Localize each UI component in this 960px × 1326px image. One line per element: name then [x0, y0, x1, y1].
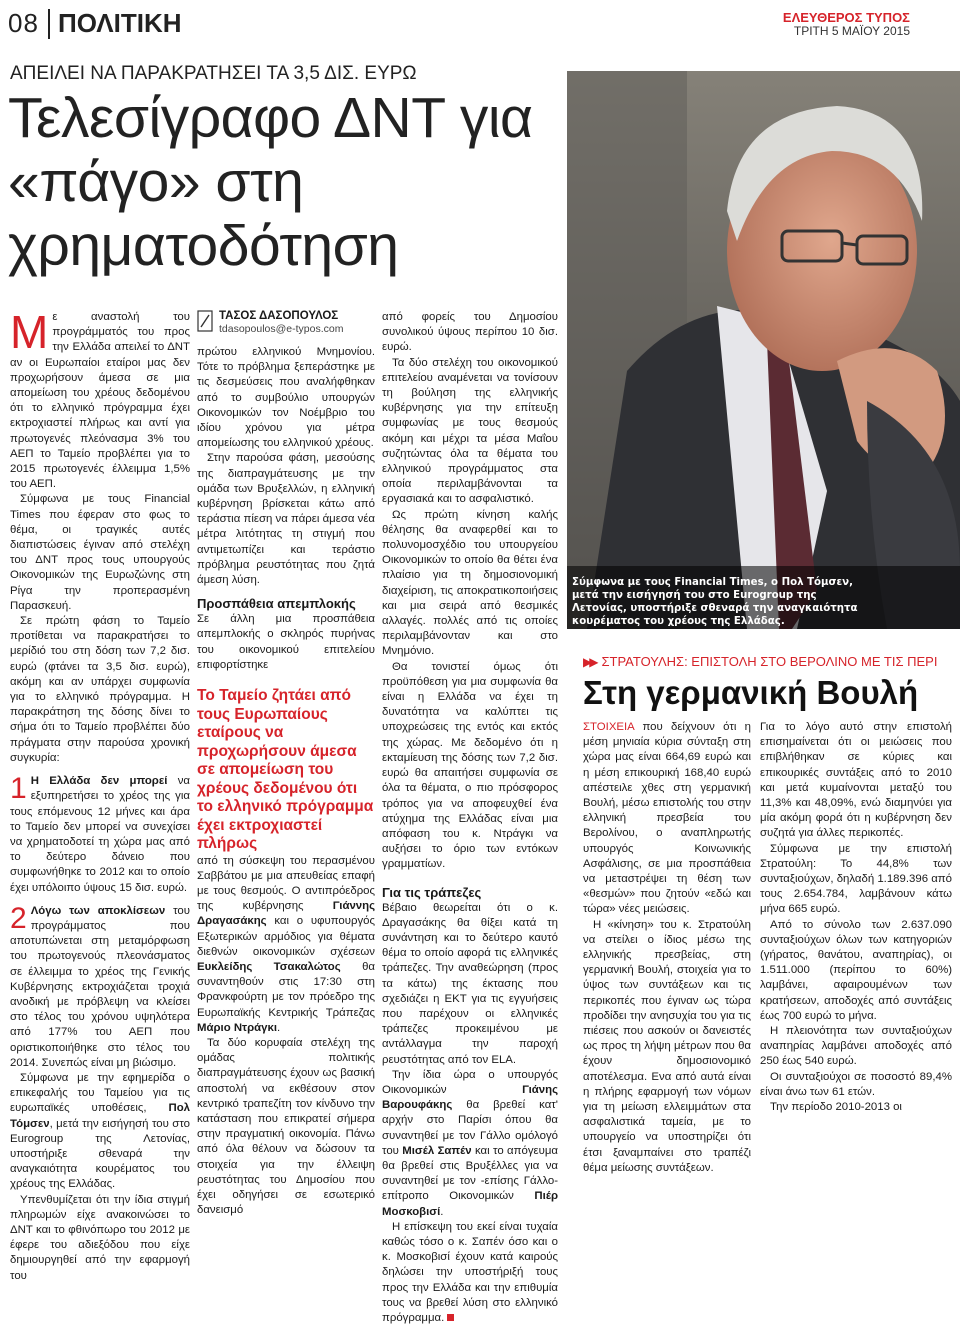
paragraph: πρώτου ελληνικού Μνημονίου. Τότε το πρόβλημα ξεπεράστηκε με τις δεσμεύσεις που αναλήφθηκαν από το συμβούλιο υπουργών Οικονομικών τον Νοέμβριο του ιδίου χρόνου για μέτρα απομείωσης του ελληνικού χρέους. — [197, 346, 375, 450]
issue-date: ΤΡΙΤΗ 5 ΜΑΪΟΥ 2015 — [793, 24, 910, 38]
article-column-3 — [382, 310, 558, 1326]
lead-paragraph: Με αναστολή του προγράμματός του προς την Ελλάδα απειλεί το ΔΝΤ αν οι Ευρωπαίοι εταίροι μας δεν προχωρήσουν άμεσα σε μια απομείωση του χρέους δεδομένου ότι το ελληνικό πρόγραμμα έχει εκτροχιαστεί πλήρως και αντί για πρωτογενές πλεόνασμα 3% του ΑΕΠ το Ταμείο προβλέπει για το 2015 πρωτογενές έλλειμμα 1,5% του ΑΕΠ. — [10, 306, 190, 491]
paragraph: από φορείς του Δημοσίου συνολικού ύψους περίπου 10 δισ. ευρώ. — [382, 311, 558, 354]
author-email[interactable]: tdasopoulos@e-typos.com — [219, 323, 344, 335]
section-name: ΠΟΛΙΤΙΚΗ — [58, 8, 182, 38]
paragraph: Υπενθυμίζεται ότι την ίδια στιγμή πληρωμών είχε ανακοινώσει το ΔΝΤ και το φθινόπωρο του 2012 με έφερε του αδιεξόδου που είχε δημιουργηθεί από την εφαρμογή του — [10, 1193, 190, 1282]
sidebar-kicker: ▶▶ ΣΤΡΑΤΟΥΛΗΣ: ΕΠΙΣΤΟΛΗ ΣΤΟ ΒΕΡΟΛΙΝΟ ΜΕ ΤΙΣ ΠΕΡΙ — [583, 654, 938, 669]
paragraph: Σε πρώτη φάση το Ταμείο προτίθεται να παρακρατήσει το μερίδιό του στη δόση των 7,2 δισ. ευρώ (φτάνει τα 3,5 δισ. ευρώ), ακόμη και αν υπάρχει συμφωνία για το ελληνικό πρόγραμμα. Η παρακράτηση της δόσης δίνει το σήμα ότι το Ταμείο προβλέπει δύο πράγματα στην παρούσα χρονική συγκυρία: — [10, 615, 190, 764]
paragraph: Θα τονιστεί όμως ότι προϋπόθεση για μια συμφωνία θα είναι η Ελλάδα να έχει τη δυνατότητα να καλύπτει τις υποχρεώσεις της εντός και εκτός της χώρας. Με δεδομένο ότι η εκταμίευση της δόσης των 7,2 δισ. ευρώ θα απαιτήσει συμφωνία σε όλα τα θέματα, ο πιο πρόσφορος τρόπος για να αποφευχθεί ένα ατύχημα της Ελλάδας είναι μια απόφαση του κ. Ντράγκι να αυξήσει το όριο των εντόκων γραμματίων. — [382, 660, 558, 871]
author-name: ΤΑΣΟΣ ΔΑΣΟΠΟΥΛΟΣ — [219, 310, 339, 322]
pen-icon — [197, 310, 213, 332]
newspaper-brand: ΕΛΕΥΘΕΡΟΣ ΤΥΠΟΣ — [782, 10, 910, 25]
paragraph: Για το λόγο αυτό στην επιστολή επισημαίνεται ότι οι μειώσεις που επιβλήθηκαν σε κύριες και επικουρικές συντάξεις από το 2010 και μετά κυμαίνονται μεταξύ του 11,3% και 48,09%, ενώ διαμηνύει για μία ακόμη φορά ότι η κυβέρνηση δεν συζητά για άλλες περικοπές. — [760, 721, 952, 840]
paragraph: Σύμφωνα με την εφημερίδα ο επικεφαλής του Ταμείου για τις ευρωπαϊκές υποθέσεις, Πολ Τόμσεν, μετά την εισήγησή του στο Eurogroup της Λετονίας, υποστήριξε σθεναρά την αναγκαιότητα κουρέματος του χρέους της Ελλάδας. — [10, 1071, 190, 1191]
subheading: Προσπάθεια απεμπλοκής — [197, 596, 356, 612]
paragraph: Η πλειονότητα των συνταξιούχων αναπηρίας λαμβάνει αποδοχές από 250 έως 540 ευρώ. — [760, 1025, 952, 1068]
paragraph: Σύμφωνα με τους Financial Times που έφεραν στο φως το θέμα, οι τραγικές αυτές διαπιστώσεις έγιναν από στελέχη του ΔΝΤ προς τους υπουργούς Οικονομικών της Ευρωζώνης στη Ρίγα την προπερασμένη Παρασκευή. — [10, 493, 190, 612]
paragraph: Σε άλλη μια προσπάθεια απεμπλοκής ο σκληρός πυρήνας του οικονομικού επιτελείου επιφορτίστηκε — [197, 613, 375, 671]
paragraph: Βέβαιο θεωρείται ότι ο κ. Δραγασάκης θα θίξει κατά τη συνάντηση και το δεύτερο καυτό θέμα το οποίο αφορά τις ελληνικές τράπεζες. Την αναθεώρηση (προς τα κάτω) της έκτασης που σχεδιάζει η ΕΚΤ για τις εγγυήσεις που παρέχουν οι ελληνικές τράπεζες προκειμένου με αντάλλαγμα την παροχή ρευστότητας από τον ELA. — [382, 901, 558, 1066]
paragraph: Από το σύνολο των 2.637.090 συνταξιούχων όλων των κατηγοριών (γήρατος, θανάτου, αναπηρίας), οι 1.511.000 (περίπου το 60%) λαμβάνει, αφαιρουμένων των κρατήσεων, αποδοχές από συντάξεις έως 700 ευρώ το μήνα. — [760, 918, 952, 1022]
paragraph: ΣΤΟΙΧΕΙΑ που δείχνουν ότι η μέση μηνιαία κύρια σύνταξη στη χώρα μας είναι 664,69 ευρώ και η μέση επικουρική 168,40 ευρώ απέστειλε χθες στη γερμανική Βουλή, μέσω επιστολής του στην ελληνική πρεσβεία του Βερολίνου, ο αναπληρωτής υπουργός Κοινωνικής Ασφάλισης, σε μια προσπάθεια να μεταστρέψει τη θέση των «θεσμών» που ζητούν «εδώ και τώρα» νέες μειώσεις. — [583, 721, 751, 916]
photo-caption: Σύμφωνα με τους Financial Times, ο Πολ Τόμσεν, μετά την εισήγησή του στο Eurogroup της Λετονίας, υποστήριξε σθεναρά την αναγκαιότητα κουρέματος του χρέους της Ελλάδας. — [572, 577, 858, 627]
paragraph: Τα δύο στελέχη του οικονομικού επιτελείου αναμένεται να τονίσουν τη βούληση της ελληνικής κυβέρνησης για την επίτευξη συμφωνίας με τους θεσμούς ακόμη και μέχρι τα μέσα Μαΐου συζητώντας όλα τα θέματα του ελληνικού προγράμματος στα οποία περιλαμβάνονται τα εργασιακά και το ασφαλιστικό. — [382, 356, 558, 506]
double-arrow-icon: ▶▶ — [583, 654, 596, 669]
drop-cap: Μ — [10, 306, 49, 358]
paragraph: Η επίσκεψη του εκεί είναι τυχαία καθώς τόσο ο κ. Σαπέν όσο και ο κ. Μοσκοβισί έχουν κατά καιρούς δηλώσει την υποστήριξή τους προς την Ελλάδα και την επιθυμία τους να βρεθεί λύση στο ελληνικό πρόγραμμα. — [382, 1220, 558, 1324]
article-headline: Τελεσίγραφο ΔΝΤ για «πάγο» στη χρηματοδότηση — [8, 86, 533, 278]
numbered-point-2: 2 Λόγω των αποκλίσεων του προγράμματος που αποτυπώνεται στη μεταμόρφωση του πρωτογενούς πλεονάσματος σε έλλειμμα το χρέος της Γενικής Κυβέρνησης εκτροχιάζεται τροχιά ανοδική με πρόβλεψη να κλείσει στο τέλος του χρόνου υψηλότερα από 177% του ΑΕΠ που οριστικοποιήθηκε στο τέλος του 2014. Συνεπώς είναι μη βιώσιμο. — [10, 901, 190, 1069]
numbered-point-1: 1 Η Ελλάδα δεν μπορεί να εξυπηρετήσει το χρέος της για τους επόμενους 12 μήνες και άρα το Ταμείο δεν μπορεί να συνεχίσει να χρηματοδοτεί τη χώρα μας από το δεύτερο δάνειο που συμφωνήθηκε το 2012 και το οποίο έχει υπόλοιπο ύψους 15 δισ. ευρώ. — [10, 772, 190, 894]
paragraph: Ως πρώτη κίνηση καλής θέλησης θα αναφερθεί και το πολυνομοσχέδιο του υπουργείου Οικονομικών το οποίο θα θέτει ένα πλαίσιο για τη δημοσιονομική διαχείριση, τις αποκρατικοποιήσεις και μια σειρά από θεσμικές αλλαγές. πολλές από τις οποίες περιλαμβάνονταν και στο Μνημόνιο. — [382, 508, 558, 658]
end-mark-icon — [447, 1314, 454, 1321]
paragraph: από τη σύσκεψη του περασμένου Σαββάτου με μια απευθείας επαφή με τους θεσμούς. Ο αντιπρόεδρος της κυβέρνησης Γιάννης Δραγασάκης και ο υφυπουργός Εξωτερικών αρμόδιος για θέματα διεθνών οικονομικών σχέσεων Ευκλείδης Τσακαλώτος θα συναντηθούν στις 17:30 στη Φρανκφούρτη με τον πρόεδρο της Ευρωπαϊκής Κεντρικής Τράπεζας Μάριο Ντράγκι. — [197, 854, 375, 1034]
page-number: 08 — [8, 8, 39, 38]
article-kicker: ΑΠΕΙΛΕΙ ΝΑ ΠΑΡΑΚΡΑΤΗΣΕΙ ΤΑ 3,5 ΔΙΣ. ΕΥΡΩ — [10, 63, 417, 84]
paragraph: Στην παρούσα φάση, μεσούσης της διαπραγμάτευσης με την ομάδα των Βρυξελλών, η ελληνική κυβέρνηση βρίσκεται κάτω από τεράστια πίεση να πάρει άμεσα νέα μέτρα λιτότητας τη στιγμή που αντιμετωπίζει και τεράστιο πρόβλημα ρευστότητας που ζητά άμεση λύση. — [197, 452, 375, 587]
sidebar-column-2 — [760, 720, 952, 1115]
article-photo — [567, 71, 960, 629]
sidebar-column-1 — [583, 720, 751, 1176]
subheading: Για τις τράπεζες — [382, 884, 482, 900]
page-header — [0, 0, 960, 44]
pull-quote: Το Ταμείο ζητάει από τους Ευρωπαίους εταίρους να προχωρήσουν άμεσα σε απομείωση του χρέους δεδομένου ότι το ελληνικό πρόγραμμα έχει εκτροχιαστεί πλήρως — [197, 687, 374, 853]
person-photo-illustration — [567, 71, 960, 629]
paragraph: Την περίοδο 2010-2013 οι — [770, 1101, 902, 1114]
paragraph: Τα δύο κορυφαία στελέχη της ομάδας πολιτικής διαπραγμάτευσης έχουν ως βασική αποστολή να εκθέσουν στον κεντρικό τραπεζίτη τον κίνδυνο την κατάσταση που επικρατεί σήμερα στην πραγματική οικονομία. Πάνω από όλα θέλουν να δώσουν τα στοιχεία για την έλλειψη ρευστότητας του Δημοσίου που έχει οδηγήσει σε εσωτερικό δανεισμό — [197, 1037, 375, 1217]
paragraph: Σύμφωνα με την επιστολή Στρατούλη: Το 44,8% των συνταξιούχων, δηλαδή 1.189.396 από τους 2.654.784, λαμβάνουν κάτω μήνα 665 ευρώ. — [760, 842, 952, 916]
paragraph: Την ίδια ώρα ο υπουργός Οικονομικών Γιάνης Βαρουφάκης θα βρεθεί κατ' αρχήν στο Παρίσι όπου θα συναντηθεί με τον Γάλλο ομόλογό του Μισέλ Σαπέν και το απόγευμα θα βρεθεί στις Βρυξέλλες για να συναντηθεί με τον -επίσης Γάλλο- επίτροπο Οικονομικών Πιέρ Μοσκοβισί. — [382, 1068, 558, 1218]
header-divider — [48, 9, 50, 39]
paragraph: Οι συνταξιούχοι σε ποσοστό 89,4% είναι άνω των 61 ετών. — [760, 1070, 952, 1098]
lead-keyword: ΣΤΟΙΧΕΙΑ — [583, 721, 635, 733]
article-column-1 — [10, 306, 190, 1284]
sidebar-title: Στη γερμανική Βουλή — [583, 674, 919, 711]
article-column-2 — [197, 310, 375, 1218]
paragraph: Η «κίνηση» του κ. Στρατούλη να στείλει ο ίδιος μέσω της ελληνικής πρεσβείας, στη γερμανική Βουλή, στοιχεία για το ύψος των συντάξεων και τις περικοπές που έγιναν ως τώρα προδίδει την ανησυχία του για τις πιέσεις που ασκούν οι δανειστές ως προς τη λήψη μέτρων που θα έχουν δημοσιονομικό αποτέλεσμα. Ενα από αυτά είναι η πλήρης εφαρμογή των νόμων για τη μείωση ελλειμμάτων στα ασφαλιστικά ταμεία, με το υπουργείο να υποστηρίζει ότι έτσι ξαναμπαίνει στο τραπέζι θέμα μείωσης συντάξεων. — [583, 918, 751, 1174]
author-byline — [197, 310, 375, 335]
